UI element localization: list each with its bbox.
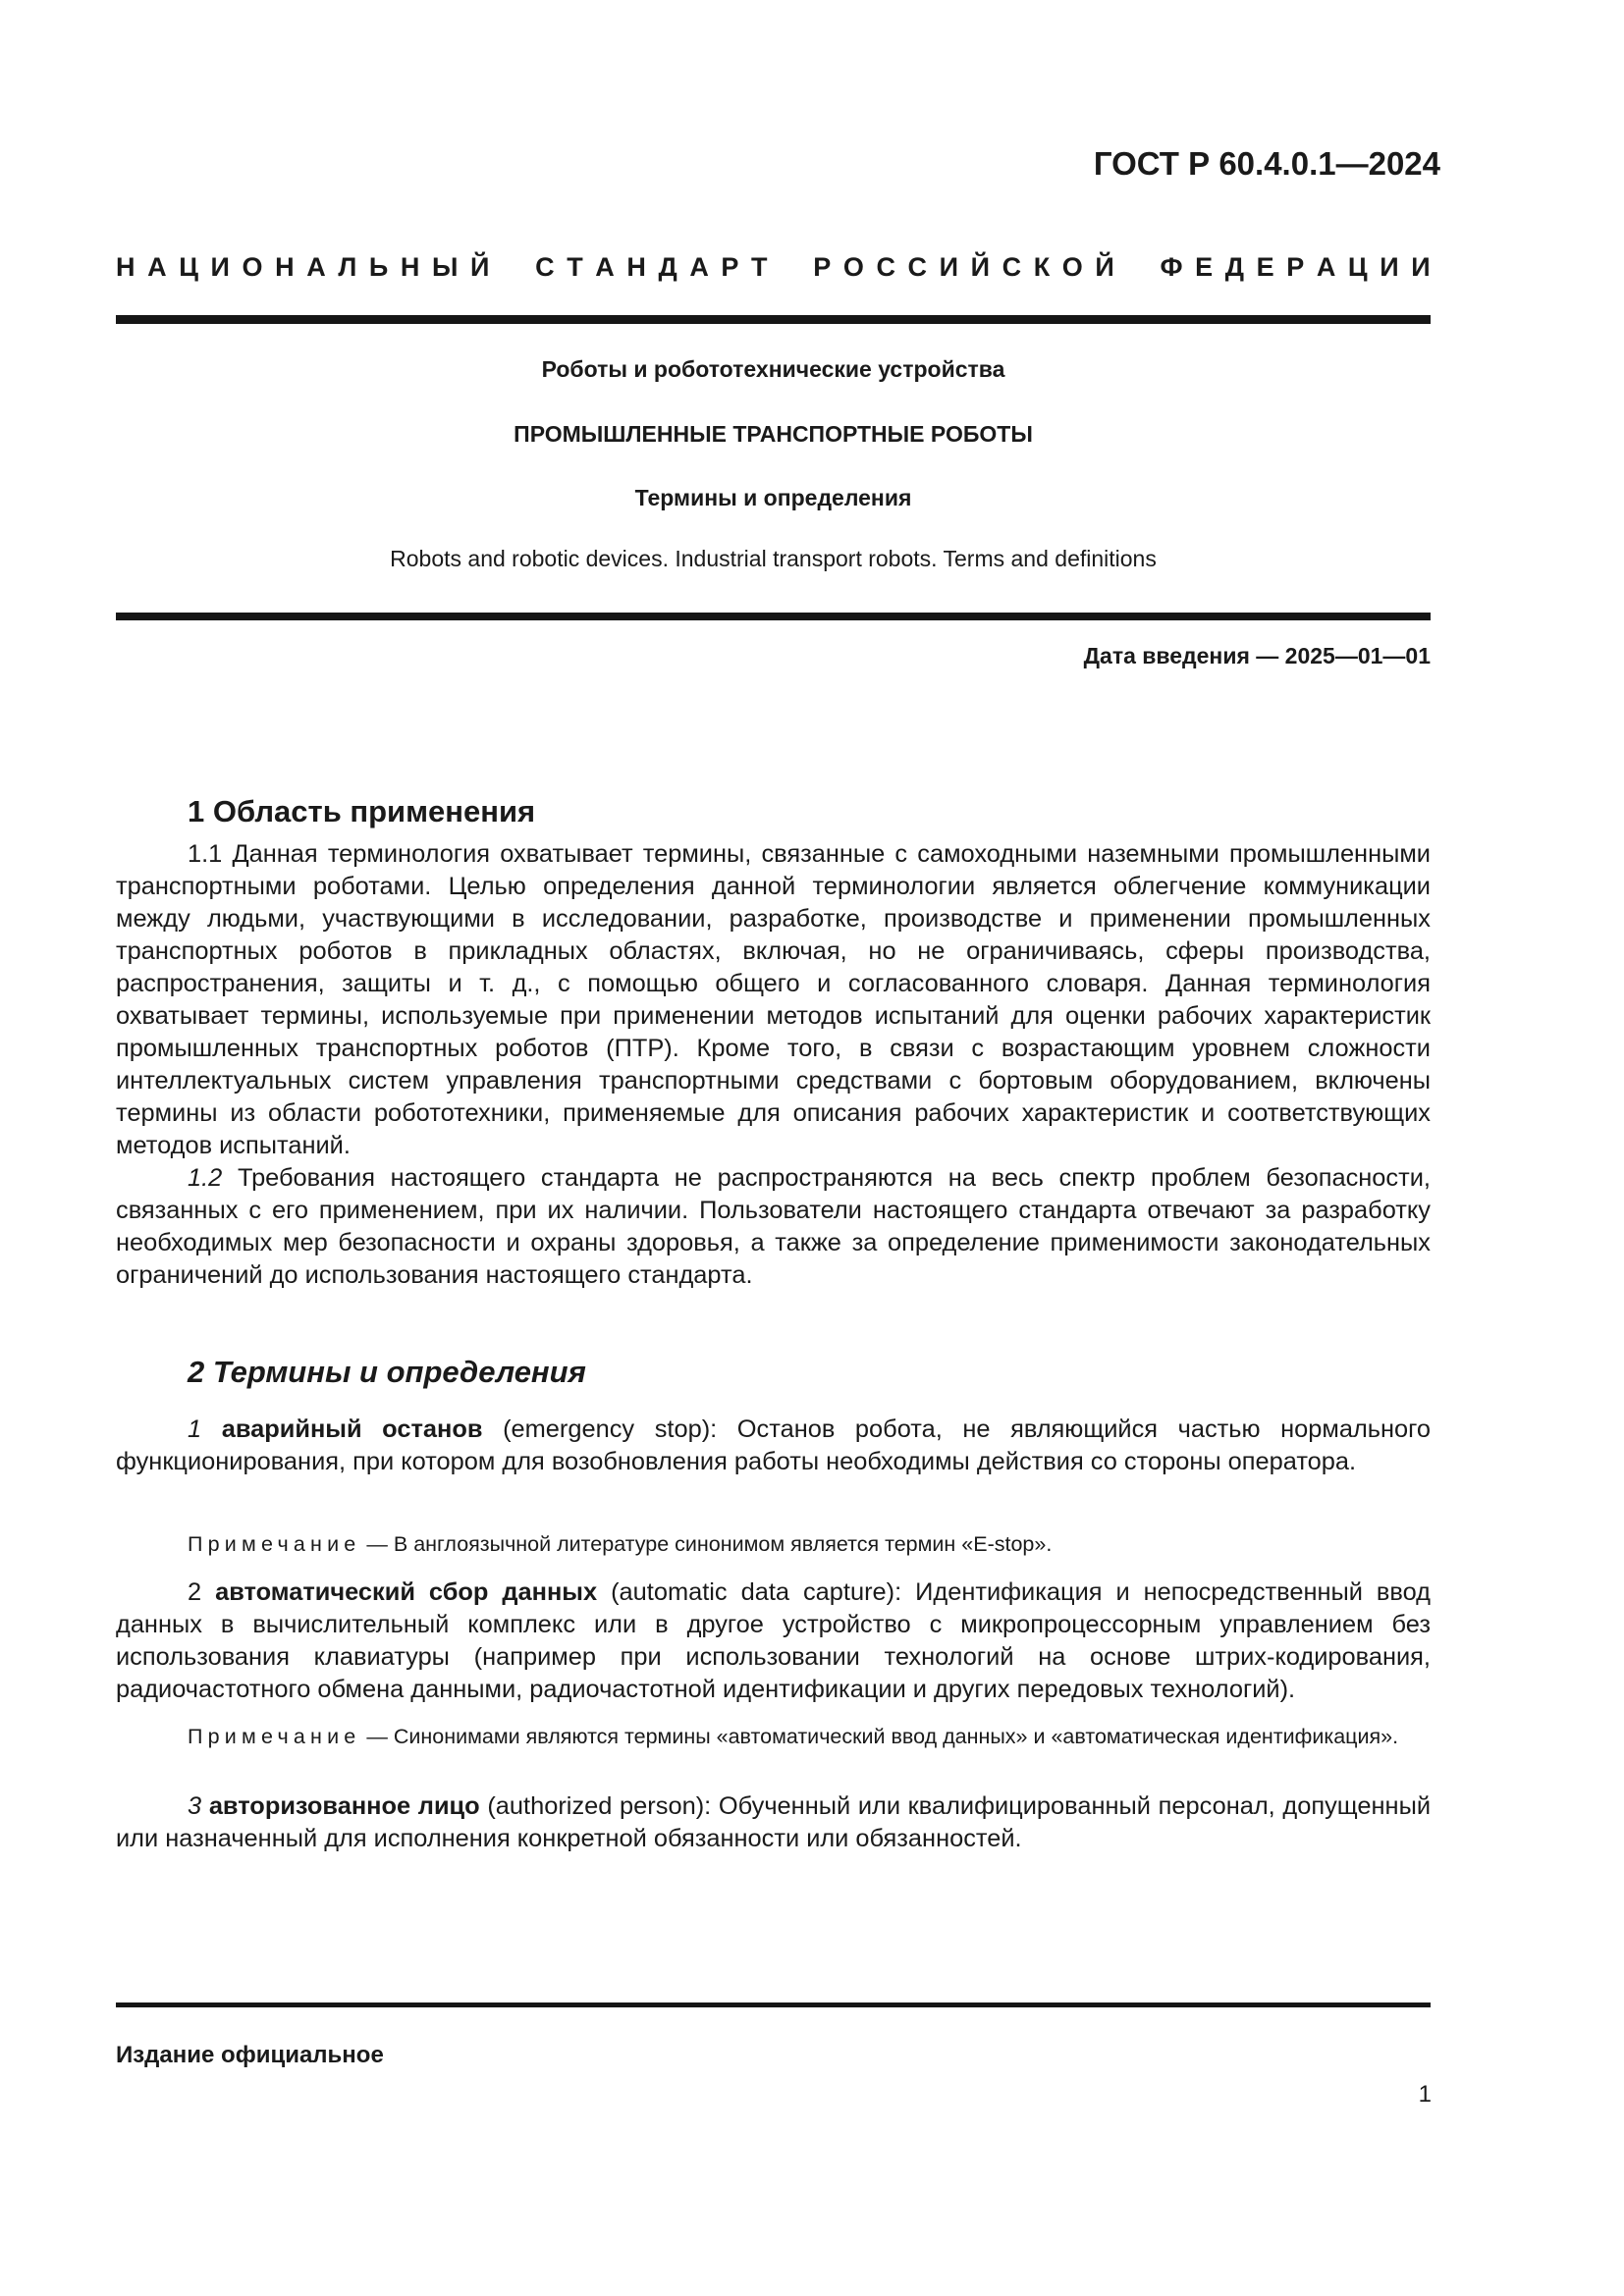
term-name: авторизованное лицо [208, 1792, 480, 1820]
term-note [116, 1722, 1431, 1751]
term-entry [116, 1414, 1431, 1478]
footer-rule [116, 2002, 1431, 2007]
title-rule [116, 613, 1431, 620]
section-1-body [116, 838, 1431, 1292]
introduction-date: Дата введения — 2025—01—01 [1083, 643, 1431, 668]
paragraph-1-2: 1.2 Требования настоящего стандарта не распространяются на весь спектр проблем безопасности, связанных с его применением, при их наличии. Пользователи настоящего стандарта отвечают за разработку необходимых мер безопасности и охраны здоровья, а также за определение применимости законодательных ограничений до использования настоящего стандарта. [116, 1164, 1431, 1289]
paragraph-number: 1.2 [188, 1164, 223, 1192]
term-number: 2 [188, 1578, 202, 1606]
term-english: (emergency stop) [482, 1415, 711, 1443]
note-text: — В англоязычной литературе синонимом является термин «E-stop». [360, 1532, 1053, 1556]
national-standard-banner: Н А Ц И О Н А Л Ь Н Ы Й С Т А Н Д А Р Т Р О С С И Й С К О Й Ф Е Д Е Р А Ц И И [116, 252, 1431, 282]
term-name: автоматический сбор данных [215, 1578, 598, 1606]
note-label: Примечание [188, 1725, 361, 1748]
official-edition-label: Издание официальное [116, 2042, 384, 2068]
term-english: (authorized person) [479, 1792, 705, 1820]
term-definition: : Идентификация и непосредственный ввод данных в вычислительный комплекс или в другое устройство с микропроцессорным управлением без использования клавиатуры (например при использовании технологий на основе штрих-кодирования, радиочастотного обмена данными, радиочастотной идентификации и других передовых технологий). [116, 1578, 1432, 1703]
term-number: 3 [188, 1792, 202, 1820]
section-1 [116, 792, 1431, 831]
top-rule [116, 315, 1431, 324]
page-number: 1 [1418, 2081, 1432, 2108]
term-number: 1 [188, 1415, 202, 1443]
term-name: аварийный останов [221, 1415, 483, 1443]
title-sub: Термины и определения [634, 485, 912, 510]
document-code: ГОСТ Р 60.4.0.1—2024 [1093, 145, 1440, 182]
paragraph-number: 1.1 [188, 840, 223, 868]
term-entry [116, 1790, 1431, 1855]
note-text: — Синонимами являются термины «автоматический ввод данных» и «автоматическая идентификация». [360, 1725, 1399, 1748]
title-main: ПРОМЫШЛЕННЫЕ ТРАНСПОРТНЫЕ РОБОТЫ [514, 421, 1033, 447]
term-note [116, 1529, 1431, 1559]
note-label: Примечание [188, 1532, 361, 1556]
term-english: (automatic data capture) [597, 1578, 895, 1606]
term-definition: : Останов робота, не являющийся частью нормального функционирования, при котором для возобновления работы необходимы действия со стороны оператора. [116, 1415, 1431, 1475]
section-2-heading: 2 Термины и определения [188, 1355, 586, 1389]
paragraph-1-1: 1.1 Данная терминология охватывает термины, связанные с самоходными наземными промышленными транспортными роботами. Целью определения данной терминологии является облегчение коммуникации между людьми, участвующими в исследовании, разработке, производстве и применении промышленных транспортных роботов в прикладных областях, включая, но не ограничиваясь, сферы производства, распространения, защиты и т. д., с помощью общего и согласованного словаря. Данная терминология охватывает термины, используемые при применении методов испытаний для оценки рабочих характеристик промышленных транспортных роботов (ПТР). Кроме того, в связи с возрастающим уровнем сложности интеллектуальных систем управления транспортными средствами с бортовым оборудованием, включены термины из области робототехники, применяемые для описания рабочих характеристик и соответствующих методов испытаний. [116, 840, 1431, 1159]
term-entry [116, 1576, 1431, 1706]
title-group: Роботы и робототехнические устройства [541, 356, 1005, 382]
section-2 [116, 1353, 1431, 1392]
title-english: Robots and robotic devices. Industrial transport robots. Terms and definitions [390, 546, 1157, 571]
section-1-heading: 1 Область применения [188, 794, 536, 828]
term-definition: : Обученный или квалифицированный персонал, допущенный или назначенный для исполнения конкретной обязанности или обязанностей. [116, 1792, 1431, 1852]
